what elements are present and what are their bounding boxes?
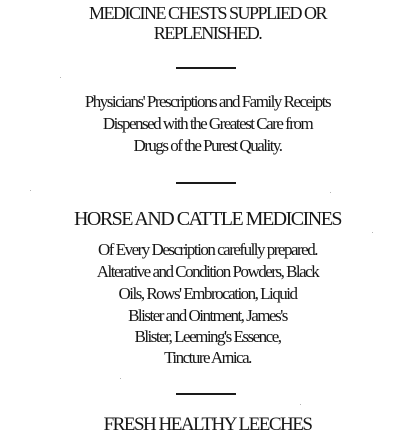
- print-speck: [120, 378, 121, 379]
- divider-rule: [176, 182, 236, 184]
- horse-cattle-line-6: Tincture Arnica.: [164, 348, 251, 367]
- print-speck: [330, 192, 331, 193]
- print-speck: [372, 232, 373, 233]
- horse-cattle-line-5: Blister, Leeming's Essence,: [134, 327, 281, 346]
- print-speck: [30, 190, 31, 191]
- prescriptions-line-1: Physicians' Prescriptions and Family Receipts: [84, 92, 331, 111]
- divider-rule: [176, 67, 236, 69]
- print-speck: [60, 77, 61, 78]
- horse-cattle-line-3: Oils, Rows' Embrocation, Liquid: [118, 284, 297, 303]
- prescriptions-line-3: Drugs of the Purest Quality.: [133, 136, 282, 155]
- print-speck: [300, 404, 301, 405]
- heading-medicine-chests-line-2: REPLENISHED.: [153, 23, 262, 43]
- heading-horse-cattle-medicines: HORSE AND CATTLE MEDICINES: [73, 208, 342, 230]
- prescriptions-line-2: Dispensed with the Greatest Care from: [102, 114, 313, 133]
- heading-fresh-healthy-leeches: FRESH HEALTHY LEECHES: [103, 414, 312, 435]
- horse-cattle-line-2: Alterative and Condition Powders, Black: [96, 262, 319, 281]
- divider-rule: [176, 393, 236, 395]
- horse-cattle-line-4: Blister and Ointment, James's: [128, 306, 287, 325]
- heading-medicine-chests-line-1: MEDICINE CHESTS SUPPLIED OR: [88, 3, 327, 23]
- horse-cattle-line-1: Of Every Description carefully prepared.: [98, 240, 317, 259]
